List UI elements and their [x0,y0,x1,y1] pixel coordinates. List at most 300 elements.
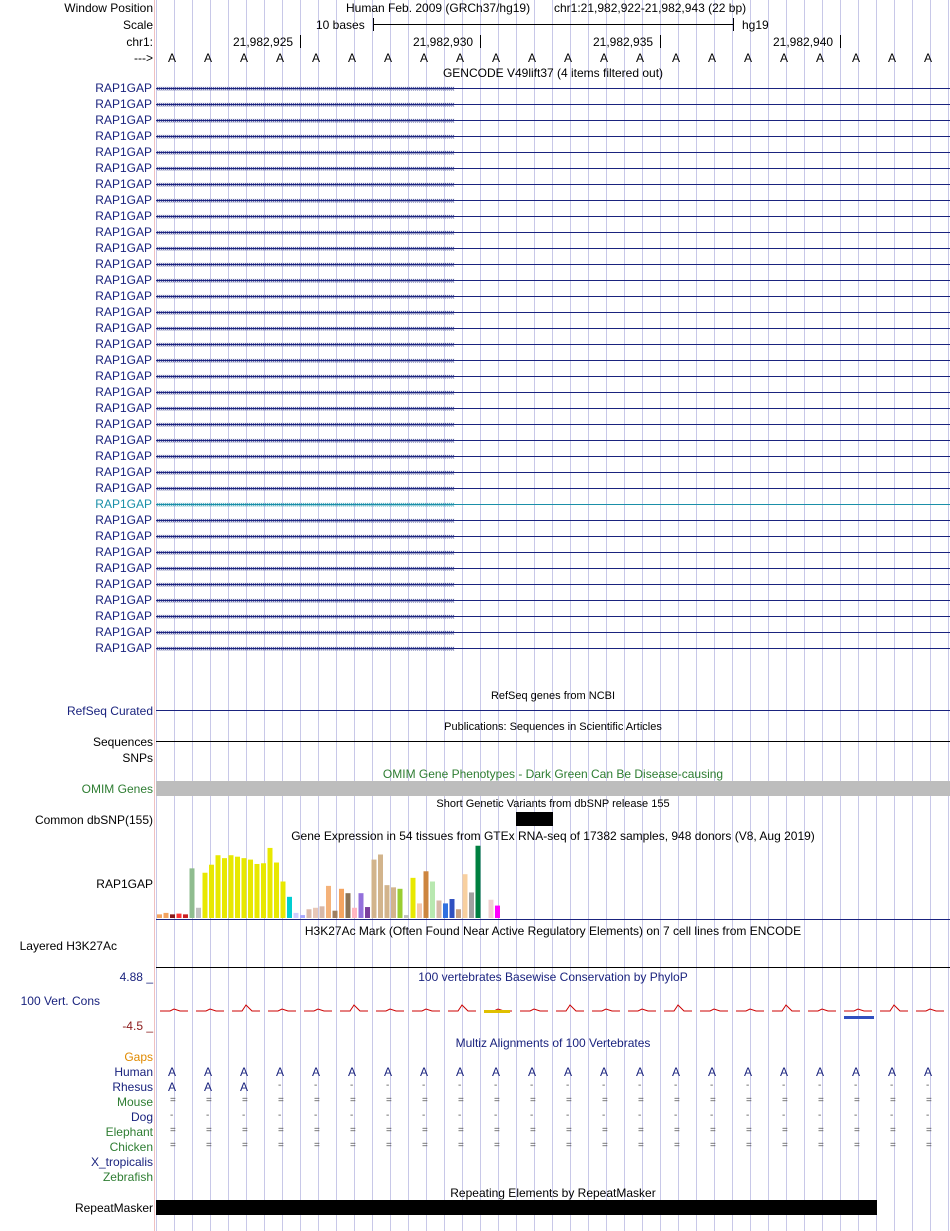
gencode-transcript-row[interactable] [0,624,950,640]
multiz-base: = [890,1140,896,1151]
ruler-tick-label: 21,982,930 [413,35,474,49]
multiz-base: - [422,1110,426,1121]
gencode-transcript-row[interactable] [0,464,950,480]
multiz-base: - [890,1110,894,1121]
multiz-base: A [276,1065,285,1079]
gencode-transcript-row[interactable] [0,448,950,464]
gtex-tissue-bar [372,860,377,918]
multiz-base: - [638,1110,642,1121]
multiz-base: A [420,1065,429,1079]
gtex-tissue-bar [242,858,247,918]
scale-bar-right-cap [733,18,734,31]
gencode-transcript-label[interactable]: RAP1GAP [95,209,152,223]
gencode-transcript-row[interactable] [0,336,950,352]
multiz-base: - [350,1110,354,1121]
multiz-base: A [744,1065,753,1079]
strand-arrows: ‹‹‹‹‹‹‹‹‹‹‹‹‹‹‹‹‹‹‹‹‹‹‹‹‹‹‹‹‹‹‹‹‹‹‹‹‹‹‹‹‹‹‹‹‹‹‹‹‹‹‹‹‹‹‹‹‹‹‹‹‹‹‹‹‹‹‹‹‹‹‹‹‹‹‹‹‹‹‹‹‹‹‹‹‹‹‹‹‹‹‹‹‹‹‹‹‹‹‹‹‹‹‹‹‹‹‹‹‹‹‹‹‹‹‹‹‹‹‹‹‹‹‹‹‹‹‹‹‹‹‹‹‹‹‹‹‹‹‹‹‹‹‹‹‹‹‹‹‹ [156,83,454,93]
pubs-title[interactable]: Publications: Sequences in Scientific Articles [444,721,662,733]
h3k27ac-title[interactable]: H3K27Ac Mark (Often Found Near Active Regulatory Elements) on 7 cell lines from ENCODE [304,924,802,938]
multiz-base: = [638,1125,644,1136]
sequence-base: A [528,51,537,65]
gtex-tissue-bar [404,915,409,918]
gtex-tissue-bar [359,893,364,918]
multiz-base: - [458,1080,462,1091]
gencode-transcript-row[interactable] [0,512,950,528]
gtex-tissue-bar [196,908,201,918]
multiz-base: - [278,1080,282,1091]
refseq-title[interactable]: RefSeq genes from NCBI [490,690,616,702]
multiz-base: - [890,1080,894,1091]
multiz-base: A [564,1065,573,1079]
multiz-base: = [890,1125,896,1136]
sequences-line[interactable] [156,741,950,742]
sequences-label[interactable]: Sequences [92,735,153,749]
gencode-transcript-row[interactable] [0,288,950,304]
multiz-base: = [782,1095,788,1106]
position-text: chr1:21,982,922-21,982,943 (22 bp) [554,1,747,15]
gencode-transcript-label[interactable]: RAP1GAP [95,321,152,335]
gencode-transcript-row[interactable] [0,592,950,608]
multiz-base: = [638,1140,644,1151]
gencode-transcript-row[interactable] [0,400,950,416]
gencode-transcript-label[interactable]: RAP1GAP [95,625,152,639]
phylop-peak [520,1009,548,1011]
gencode-transcript-row[interactable] [0,560,950,576]
refseq-label[interactable]: RefSeq Curated [66,704,153,718]
assembly-text: Human Feb. 2009 (GRCh37/hg19) [346,1,531,15]
multiz-base: = [602,1125,608,1136]
gencode-transcript-row[interactable] [0,240,950,256]
gencode-transcript-row[interactable] [0,640,950,656]
gencode-transcript-label[interactable]: RAP1GAP [95,401,152,415]
gencode-transcript-row[interactable] [0,144,950,160]
multiz-species-label[interactable]: Human [114,1065,153,1079]
phylop-peak [448,1005,476,1011]
multiz-base: = [710,1125,716,1136]
gtex-tissue-bar [417,903,422,918]
sequence-base: A [636,51,645,65]
multiz-species-label[interactable]: Dog [130,1110,153,1124]
gencode-transcript-label[interactable]: RAP1GAP [95,193,152,207]
multiz-base: - [530,1110,534,1121]
strand-arrows: ‹‹‹‹‹‹‹‹‹‹‹‹‹‹‹‹‹‹‹‹‹‹‹‹‹‹‹‹‹‹‹‹‹‹‹‹‹‹‹‹‹‹‹‹‹‹‹‹‹‹‹‹‹‹‹‹‹‹‹‹‹‹‹‹‹‹‹‹‹‹‹‹‹‹‹‹‹‹‹‹‹‹‹‹‹‹‹‹‹‹‹‹‹‹‹‹‹‹‹‹‹‹‹‹‹‹‹‹‹‹‹‹‹‹‹‹‹‹‹‹‹‹‹‹‹‹‹‹‹‹‹‹‹‹‹‹‹‹‹‹‹‹‹‹‹‹‹‹‹ [156,643,454,653]
gtex-tissue-bar [411,878,416,918]
gencode-transcript-row[interactable] [0,352,950,368]
phylop-peak [664,1005,692,1011]
gtex-tissue-bar [391,887,396,918]
strand-arrows: ‹‹‹‹‹‹‹‹‹‹‹‹‹‹‹‹‹‹‹‹‹‹‹‹‹‹‹‹‹‹‹‹‹‹‹‹‹‹‹‹‹‹‹‹‹‹‹‹‹‹‹‹‹‹‹‹‹‹‹‹‹‹‹‹‹‹‹‹‹‹‹‹‹‹‹‹‹‹‹‹‹‹‹‹‹‹‹‹‹‹‹‹‹‹‹‹‹‹‹‹‹‹‹‹‹‹‹‹‹‹‹‹‹‹‹‹‹‹‹‹‹‹‹‹‹‹‹‹‹‹‹‹‹‹‹‹‹‹‹‹‹‹‹‹‹‹‹‹‹ [156,403,454,413]
multiz-base: = [926,1095,932,1106]
multiz-base: - [458,1110,462,1121]
dbsnp-variant[interactable] [516,812,553,826]
gtex-tissue-bar [300,915,305,918]
gtex-tissue-bar [170,914,175,918]
gencode-transcript-label[interactable]: RAP1GAP [95,449,152,463]
strand-arrows: ‹‹‹‹‹‹‹‹‹‹‹‹‹‹‹‹‹‹‹‹‹‹‹‹‹‹‹‹‹‹‹‹‹‹‹‹‹‹‹‹‹‹‹‹‹‹‹‹‹‹‹‹‹‹‹‹‹‹‹‹‹‹‹‹‹‹‹‹‹‹‹‹‹‹‹‹‹‹‹‹‹‹‹‹‹‹‹‹‹‹‹‹‹‹‹‹‹‹‹‹‹‹‹‹‹‹‹‹‹‹‹‹‹‹‹‹‹‹‹‹‹‹‹‹‹‹‹‹‹‹‹‹‹‹‹‹‹‹‹‹‹‹‹‹‹‹‹‹‹ [156,563,454,573]
omim-title[interactable]: OMIM Gene Phenotypes - Dark Green Can Be Disease-causing [382,767,724,781]
gencode-transcript-label[interactable]: RAP1GAP [95,369,152,383]
multiz-base: A [204,1065,213,1079]
phylop-peak [556,1005,584,1011]
multiz-base: = [242,1140,248,1151]
multiz-base: A [492,1065,501,1079]
multiz-base: - [926,1080,930,1091]
db-label: hg19 [742,18,769,32]
multiz-base: - [206,1110,210,1121]
gtex-tissue-bar [274,863,279,918]
multiz-base: = [350,1125,356,1136]
multiz-base: = [926,1140,932,1151]
strand-arrows: ‹‹‹‹‹‹‹‹‹‹‹‹‹‹‹‹‹‹‹‹‹‹‹‹‹‹‹‹‹‹‹‹‹‹‹‹‹‹‹‹‹‹‹‹‹‹‹‹‹‹‹‹‹‹‹‹‹‹‹‹‹‹‹‹‹‹‹‹‹‹‹‹‹‹‹‹‹‹‹‹‹‹‹‹‹‹‹‹‹‹‹‹‹‹‹‹‹‹‹‹‹‹‹‹‹‹‹‹‹‹‹‹‹‹‹‹‹‹‹‹‹‹‹‹‹‹‹‹‹‹‹‹‹‹‹‹‹‹‹‹‹‹‹‹‹‹‹‹‹ [156,419,454,429]
strand-arrows: ‹‹‹‹‹‹‹‹‹‹‹‹‹‹‹‹‹‹‹‹‹‹‹‹‹‹‹‹‹‹‹‹‹‹‹‹‹‹‹‹‹‹‹‹‹‹‹‹‹‹‹‹‹‹‹‹‹‹‹‹‹‹‹‹‹‹‹‹‹‹‹‹‹‹‹‹‹‹‹‹‹‹‹‹‹‹‹‹‹‹‹‹‹‹‹‹‹‹‹‹‹‹‹‹‹‹‹‹‹‹‹‹‹‹‹‹‹‹‹‹‹‹‹‹‹‹‹‹‹‹‹‹‹‹‹‹‹‹‹‹‹‹‹‹‹‹‹‹‹ [156,115,454,125]
gaps-label[interactable]: Gaps [124,1050,153,1064]
multiz-base: = [314,1140,320,1151]
multiz-species-label[interactable]: Rhesus [112,1080,153,1094]
gtex-tissue-bar [495,906,500,918]
sequence-base: A [420,51,429,65]
sequence-base: A [312,51,321,65]
gencode-transcript-row[interactable] [0,80,950,96]
gencode-transcript-label[interactable]: RAP1GAP [95,385,152,399]
multiz-base: = [386,1095,392,1106]
strand-arrows: ‹‹‹‹‹‹‹‹‹‹‹‹‹‹‹‹‹‹‹‹‹‹‹‹‹‹‹‹‹‹‹‹‹‹‹‹‹‹‹‹‹‹‹‹‹‹‹‹‹‹‹‹‹‹‹‹‹‹‹‹‹‹‹‹‹‹‹‹‹‹‹‹‹‹‹‹‹‹‹‹‹‹‹‹‹‹‹‹‹‹‹‹‹‹‹‹‹‹‹‹‹‹‹‹‹‹‹‹‹‹‹‹‹‹‹‹‹‹‹‹‹‹‹‹‹‹‹‹‹‹‹‹‹‹‹‹‹‹‹‹‹‹‹‹‹‹‹‹‹ [156,259,454,269]
multiz-base: = [854,1125,860,1136]
phylop-peak [736,1009,764,1011]
strand-arrows: ‹‹‹‹‹‹‹‹‹‹‹‹‹‹‹‹‹‹‹‹‹‹‹‹‹‹‹‹‹‹‹‹‹‹‹‹‹‹‹‹‹‹‹‹‹‹‹‹‹‹‹‹‹‹‹‹‹‹‹‹‹‹‹‹‹‹‹‹‹‹‹‹‹‹‹‹‹‹‹‹‹‹‹‹‹‹‹‹‹‹‹‹‹‹‹‹‹‹‹‹‹‹‹‹‹‹‹‹‹‹‹‹‹‹‹‹‹‹‹‹‹‹‹‹‹‹‹‹‹‹‹‹‹‹‹‹‹‹‹‹‹‹‹‹‹‹‹‹‹ [156,211,454,221]
multiz-base: = [458,1140,464,1151]
gtex-tissue-bar [229,855,234,918]
multiz-base: = [458,1125,464,1136]
ruler-tick-label: 21,982,940 [773,35,834,49]
phylop-peak [628,1009,656,1011]
multiz-base: - [674,1080,678,1091]
multiz-base: A [852,1065,861,1079]
omim-gene-bar[interactable] [156,781,950,796]
gtex-tissue-bar [456,909,461,918]
gencode-transcript-row[interactable] [0,96,950,112]
multiz-base: = [566,1095,572,1106]
phylop-wiggle[interactable] [156,1000,950,1024]
strand-arrows: ‹‹‹‹‹‹‹‹‹‹‹‹‹‹‹‹‹‹‹‹‹‹‹‹‹‹‹‹‹‹‹‹‹‹‹‹‹‹‹‹‹‹‹‹‹‹‹‹‹‹‹‹‹‹‹‹‹‹‹‹‹‹‹‹‹‹‹‹‹‹‹‹‹‹‹‹‹‹‹‹‹‹‹‹‹‹‹‹‹‹‹‹‹‹‹‹‹‹‹‹‹‹‹‹‹‹‹‹‹‹‹‹‹‹‹‹‹‹‹‹‹‹‹‹‹‹‹‹‹‹‹‹‹‹‹‹‹‹‹‹‹‹‹‹‹‹‹‹‹ [156,339,454,349]
multiz-species-label[interactable]: X_tropicalis [90,1155,153,1169]
gtex-label[interactable]: RAP1GAP [96,877,153,891]
gencode-transcript-label[interactable]: RAP1GAP [95,513,152,527]
multiz-base: = [278,1095,284,1106]
multiz-base: = [422,1125,428,1136]
multiz-base: = [818,1140,824,1151]
multiz-base: = [566,1140,572,1151]
gencode-transcript-label[interactable]: RAP1GAP [95,289,152,303]
gtex-tissue-bar [326,886,331,918]
multiz-base: = [530,1095,536,1106]
gencode-transcript-row[interactable] [0,544,950,560]
multiz-base: - [530,1080,534,1091]
gencode-transcript-row[interactable] [0,160,950,176]
multiz-base: - [242,1110,246,1121]
multiz-base: = [242,1125,248,1136]
gencode-transcript-label[interactable]: RAP1GAP [95,545,152,559]
gencode-transcript-row[interactable] [0,112,950,128]
multiz-base: = [674,1125,680,1136]
gencode-transcript-label[interactable]: RAP1GAP [95,353,152,367]
phylop-max: 4.88 _ [119,970,153,984]
sequence-base: A [204,51,213,65]
gencode-transcript-label[interactable]: RAP1GAP [95,241,152,255]
phylop-peak [340,1005,368,1011]
gencode-transcript-label[interactable]: RAP1GAP [95,113,152,127]
repeat-title[interactable]: Repeating Elements by RepeatMasker [450,1186,656,1200]
gtex-tissue-bar [476,846,481,918]
gencode-transcript-row[interactable] [0,208,950,224]
gtex-tissue-bar [378,854,383,918]
gencode-transcript-label[interactable]: RAP1GAP [95,273,152,287]
dbsnp-label[interactable]: Common dbSNP(155) [34,813,153,827]
strand-arrows: ‹‹‹‹‹‹‹‹‹‹‹‹‹‹‹‹‹‹‹‹‹‹‹‹‹‹‹‹‹‹‹‹‹‹‹‹‹‹‹‹‹‹‹‹‹‹‹‹‹‹‹‹‹‹‹‹‹‹‹‹‹‹‹‹‹‹‹‹‹‹‹‹‹‹‹‹‹‹‹‹‹‹‹‹‹‹‹‹‹‹‹‹‹‹‹‹‹‹‹‹‹‹‹‹‹‹‹‹‹‹‹‹‹‹‹‹‹‹‹‹‹‹‹‹‹‹‹‹‹‹‹‹‹‹‹‹‹‹‹‹‹‹‹‹‹‹‹‹‹ [156,467,454,477]
gencode-transcript-label[interactable]: RAP1GAP [95,417,152,431]
multiz-base: A [348,1065,357,1079]
multiz-base: = [494,1095,500,1106]
multiz-species-label[interactable]: Zebrafish [102,1170,153,1184]
strand-arrows: ‹‹‹‹‹‹‹‹‹‹‹‹‹‹‹‹‹‹‹‹‹‹‹‹‹‹‹‹‹‹‹‹‹‹‹‹‹‹‹‹‹‹‹‹‹‹‹‹‹‹‹‹‹‹‹‹‹‹‹‹‹‹‹‹‹‹‹‹‹‹‹‹‹‹‹‹‹‹‹‹‹‹‹‹‹‹‹‹‹‹‹‹‹‹‹‹‹‹‹‹‹‹‹‹‹‹‹‹‹‹‹‹‹‹‹‹‹‹‹‹‹‹‹‹‹‹‹‹‹‹‹‹‹‹‹‹‹‹‹‹‹‹‹‹‹‹‹‹‹ [156,195,454,205]
phylop-peak [916,1009,944,1011]
multiz-species-label[interactable]: Elephant [105,1125,153,1139]
multiz-base: = [890,1095,896,1106]
dbsnp-title[interactable]: Short Genetic Variants from dbSNP release 155 [436,798,670,810]
multiz-base: A [708,1065,717,1079]
gencode-transcript-label[interactable]: RAP1GAP [95,593,152,607]
gtex-tissue-bar [313,908,318,918]
sequence-base: A [924,51,933,65]
multiz-base: = [782,1125,788,1136]
gencode-transcript-row[interactable] [0,480,950,496]
gencode-transcript-row[interactable] [0,192,950,208]
multiz-base: = [170,1140,176,1151]
multiz-base: = [170,1095,176,1106]
gtex-tissue-bar [294,913,299,918]
multiz-base: - [494,1080,498,1091]
strand-arrows: ‹‹‹‹‹‹‹‹‹‹‹‹‹‹‹‹‹‹‹‹‹‹‹‹‹‹‹‹‹‹‹‹‹‹‹‹‹‹‹‹‹‹‹‹‹‹‹‹‹‹‹‹‹‹‹‹‹‹‹‹‹‹‹‹‹‹‹‹‹‹‹‹‹‹‹‹‹‹‹‹‹‹‹‹‹‹‹‹‹‹‹‹‹‹‹‹‹‹‹‹‹‹‹‹‹‹‹‹‹‹‹‹‹‹‹‹‹‹‹‹‹‹‹‹‹‹‹‹‹‹‹‹‹‹‹‹‹‹‹‹‹‹‹‹‹‹‹‹‹ [156,579,454,589]
multiz-species-label[interactable]: Mouse [116,1095,153,1109]
multiz-base: A [888,1065,897,1079]
gtex-tissue-bar [463,874,468,918]
strand-arrows: ‹‹‹‹‹‹‹‹‹‹‹‹‹‹‹‹‹‹‹‹‹‹‹‹‹‹‹‹‹‹‹‹‹‹‹‹‹‹‹‹‹‹‹‹‹‹‹‹‹‹‹‹‹‹‹‹‹‹‹‹‹‹‹‹‹‹‹‹‹‹‹‹‹‹‹‹‹‹‹‹‹‹‹‹‹‹‹‹‹‹‹‹‹‹‹‹‹‹‹‹‹‹‹‹‹‹‹‹‹‹‹‹‹‹‹‹‹‹‹‹‹‹‹‹‹‹‹‹‹‹‹‹‹‹‹‹‹‹‹‹‹‹‹‹‹‹‹‹‹ [156,499,454,509]
strand-arrows: ‹‹‹‹‹‹‹‹‹‹‹‹‹‹‹‹‹‹‹‹‹‹‹‹‹‹‹‹‹‹‹‹‹‹‹‹‹‹‹‹‹‹‹‹‹‹‹‹‹‹‹‹‹‹‹‹‹‹‹‹‹‹‹‹‹‹‹‹‹‹‹‹‹‹‹‹‹‹‹‹‹‹‹‹‹‹‹‹‹‹‹‹‹‹‹‹‹‹‹‹‹‹‹‹‹‹‹‹‹‹‹‹‹‹‹‹‹‹‹‹‹‹‹‹‹‹‹‹‹‹‹‹‹‹‹‹‹‹‹‹‹‹‹‹‹‹‹‹‹ [156,483,454,493]
multiz-base: A [168,1080,177,1094]
gencode-transcript-label[interactable]: RAP1GAP [95,561,152,575]
gtex-tissue-bar [235,857,240,918]
strand-arrows: ‹‹‹‹‹‹‹‹‹‹‹‹‹‹‹‹‹‹‹‹‹‹‹‹‹‹‹‹‹‹‹‹‹‹‹‹‹‹‹‹‹‹‹‹‹‹‹‹‹‹‹‹‹‹‹‹‹‹‹‹‹‹‹‹‹‹‹‹‹‹‹‹‹‹‹‹‹‹‹‹‹‹‹‹‹‹‹‹‹‹‹‹‹‹‹‹‹‹‹‹‹‹‹‹‹‹‹‹‹‹‹‹‹‹‹‹‹‹‹‹‹‹‹‹‹‹‹‹‹‹‹‹‹‹‹‹‹‹‹‹‹‹‹‹‹‹‹‹‹ [156,627,454,637]
sequence-base: A [780,51,789,65]
strand-arrows: ‹‹‹‹‹‹‹‹‹‹‹‹‹‹‹‹‹‹‹‹‹‹‹‹‹‹‹‹‹‹‹‹‹‹‹‹‹‹‹‹‹‹‹‹‹‹‹‹‹‹‹‹‹‹‹‹‹‹‹‹‹‹‹‹‹‹‹‹‹‹‹‹‹‹‹‹‹‹‹‹‹‹‹‹‹‹‹‹‹‹‹‹‹‹‹‹‹‹‹‹‹‹‹‹‹‹‹‹‹‹‹‹‹‹‹‹‹‹‹‹‹‹‹‹‹‹‹‹‹‹‹‹‹‹‹‹‹‹‹‹‹‹‹‹‹‹‹‹‹ [156,131,454,141]
scale-bar-left-cap [373,18,374,31]
gtex-tissue-bar [489,900,494,918]
gtex-tissue-bar [365,907,370,918]
gencode-transcript-label[interactable]: RAP1GAP [95,225,152,239]
multiz-base: = [530,1140,536,1151]
strand-arrows: ‹‹‹‹‹‹‹‹‹‹‹‹‹‹‹‹‹‹‹‹‹‹‹‹‹‹‹‹‹‹‹‹‹‹‹‹‹‹‹‹‹‹‹‹‹‹‹‹‹‹‹‹‹‹‹‹‹‹‹‹‹‹‹‹‹‹‹‹‹‹‹‹‹‹‹‹‹‹‹‹‹‹‹‹‹‹‹‹‹‹‹‹‹‹‹‹‹‹‹‹‹‹‹‹‹‹‹‹‹‹‹‹‹‹‹‹‹‹‹‹‹‹‹‹‹‹‹‹‹‹‹‹‹‹‹‹‹‹‹‹‹‹‹‹‹‹‹‹‹ [156,99,454,109]
gencode-transcript-row[interactable] [0,304,950,320]
phylop-peak [304,1009,332,1011]
omim-label[interactable]: OMIM Genes [81,782,153,796]
phylop-peak [268,1009,296,1011]
multiz-base: - [926,1110,930,1121]
gtex-title[interactable]: Gene Expression in 54 tissues from GTEx RNA-seq of 17382 samples, 948 donors (V8, Aug 2019) [291,829,815,843]
gencode-transcript-label[interactable]: RAP1GAP [95,529,152,543]
sequence-base: A [384,51,393,65]
strand-arrows: ‹‹‹‹‹‹‹‹‹‹‹‹‹‹‹‹‹‹‹‹‹‹‹‹‹‹‹‹‹‹‹‹‹‹‹‹‹‹‹‹‹‹‹‹‹‹‹‹‹‹‹‹‹‹‹‹‹‹‹‹‹‹‹‹‹‹‹‹‹‹‹‹‹‹‹‹‹‹‹‹‹‹‹‹‹‹‹‹‹‹‹‹‹‹‹‹‹‹‹‹‹‹‹‹‹‹‹‹‹‹‹‹‹‹‹‹‹‹‹‹‹‹‹‹‹‹‹‹‹‹‹‹‹‹‹‹‹‹‹‹‹‹‹‹‹‹‹‹‹ [156,451,454,461]
refseq-line[interactable] [156,710,950,711]
multiz-base: - [746,1080,750,1091]
phylop-label[interactable]: 100 Vert. Cons [20,994,100,1008]
gencode-transcript-label[interactable]: RAP1GAP [95,337,152,351]
gencode-transcript-label[interactable]: RAP1GAP [95,257,152,271]
gencode-transcript-row[interactable] [0,528,950,544]
multiz-base: A [528,1065,537,1079]
gencode-transcript-label[interactable]: RAP1GAP [95,641,152,655]
ruler-tick [480,35,481,48]
gencode-transcript-label[interactable]: RAP1GAP [95,145,152,159]
repeat-label[interactable]: RepeatMasker [74,1201,153,1215]
multiz-base: - [854,1080,858,1091]
ruler-tick-label: 21,982,935 [593,35,654,49]
sequence-base: A [744,51,753,65]
strand-arrows: ‹‹‹‹‹‹‹‹‹‹‹‹‹‹‹‹‹‹‹‹‹‹‹‹‹‹‹‹‹‹‹‹‹‹‹‹‹‹‹‹‹‹‹‹‹‹‹‹‹‹‹‹‹‹‹‹‹‹‹‹‹‹‹‹‹‹‹‹‹‹‹‹‹‹‹‹‹‹‹‹‹‹‹‹‹‹‹‹‹‹‹‹‹‹‹‹‹‹‹‹‹‹‹‹‹‹‹‹‹‹‹‹‹‹‹‹‹‹‹‹‹‹‹‹‹‹‹‹‹‹‹‹‹‹‹‹‹‹‹‹‹‹‹‹‹‹‹‹‹ [156,291,454,301]
gencode-transcript-row[interactable] [0,176,950,192]
gencode-transcript-row[interactable] [0,576,950,592]
gencode-transcript-row[interactable] [0,416,950,432]
gencode-transcript-row[interactable] [0,432,950,448]
multiz-base: = [386,1140,392,1151]
gencode-transcript-label[interactable]: RAP1GAP [95,465,152,479]
gencode-transcript-label[interactable]: RAP1GAP [95,97,152,111]
multiz-base: = [746,1125,752,1136]
multiz-base: = [278,1125,284,1136]
gencode-transcript-label[interactable]: RAP1GAP [95,129,152,143]
gencode-transcript-row[interactable] [0,320,950,336]
strand-arrows: ‹‹‹‹‹‹‹‹‹‹‹‹‹‹‹‹‹‹‹‹‹‹‹‹‹‹‹‹‹‹‹‹‹‹‹‹‹‹‹‹‹‹‹‹‹‹‹‹‹‹‹‹‹‹‹‹‹‹‹‹‹‹‹‹‹‹‹‹‹‹‹‹‹‹‹‹‹‹‹‹‹‹‹‹‹‹‹‹‹‹‹‹‹‹‹‹‹‹‹‹‹‹‹‹‹‹‹‹‹‹‹‹‹‹‹‹‹‹‹‹‹‹‹‹‹‹‹‹‹‹‹‹‹‹‹‹‹‹‹‹‹‹‹‹‹‹‹‹‹ [156,531,454,541]
multiz-base: = [674,1140,680,1151]
gencode-transcript-label[interactable]: RAP1GAP [95,481,152,495]
multiz-base: - [278,1110,282,1121]
gencode-transcript-label[interactable]: RAP1GAP [95,609,152,623]
gencode-transcript-row[interactable] [0,224,950,240]
gencode-transcript-label[interactable]: RAP1GAP [95,177,152,191]
multiz-base: = [242,1095,248,1106]
gencode-transcript-label[interactable]: RAP1GAP [95,433,152,447]
gencode-transcript-row[interactable] [0,384,950,400]
gencode-transcript-row[interactable] [0,368,950,384]
sequence-base: A [564,51,573,65]
gtex-bar-chart[interactable] [156,845,950,921]
gencode-transcript-row[interactable] [0,272,950,288]
ruler-tick-label: 21,982,925 [233,35,294,49]
gencode-transcript-label[interactable]: RAP1GAP [95,577,152,591]
h3k27ac-label[interactable]: Layered H3K27Ac [19,939,117,953]
gtex-tissue-bar [307,909,312,918]
multiz-base: = [674,1095,680,1106]
ruler-tick [840,35,841,48]
gtex-tissue-bar [385,885,390,918]
gencode-transcript-row[interactable] [0,608,950,624]
multiz-base: - [854,1110,858,1121]
multiz-base: - [494,1110,498,1121]
gtex-tissue-bar [164,913,169,918]
strand-arrows: ‹‹‹‹‹‹‹‹‹‹‹‹‹‹‹‹‹‹‹‹‹‹‹‹‹‹‹‹‹‹‹‹‹‹‹‹‹‹‹‹‹‹‹‹‹‹‹‹‹‹‹‹‹‹‹‹‹‹‹‹‹‹‹‹‹‹‹‹‹‹‹‹‹‹‹‹‹‹‹‹‹‹‹‹‹‹‹‹‹‹‹‹‹‹‹‹‹‹‹‹‹‹‹‹‹‹‹‹‹‹‹‹‹‹‹‹‹‹‹‹‹‹‹‹‹‹‹‹‹‹‹‹‹‹‹‹‹‹‹‹‹‹‹‹‹‹‹‹‹ [156,323,454,333]
phylop-title[interactable]: 100 vertebrates Basewise Conservation by PhyloP [418,970,688,984]
phylop-peak [376,1009,404,1011]
strand-arrows: ‹‹‹‹‹‹‹‹‹‹‹‹‹‹‹‹‹‹‹‹‹‹‹‹‹‹‹‹‹‹‹‹‹‹‹‹‹‹‹‹‹‹‹‹‹‹‹‹‹‹‹‹‹‹‹‹‹‹‹‹‹‹‹‹‹‹‹‹‹‹‹‹‹‹‹‹‹‹‹‹‹‹‹‹‹‹‹‹‹‹‹‹‹‹‹‹‹‹‹‹‹‹‹‹‹‹‹‹‹‹‹‹‹‹‹‹‹‹‹‹‹‹‹‹‹‹‹‹‹‹‹‹‹‹‹‹‹‹‹‹‹‹‹‹‹‹‹‹‹ [156,515,454,525]
multiz-base: = [494,1140,500,1151]
snps-label[interactable]: SNPs [122,751,153,765]
multiz-base: = [494,1125,500,1136]
gencode-transcript-row[interactable] [0,256,950,272]
gtex-tissue-bar [222,858,227,918]
gtex-tissue-bar [320,906,325,918]
chrom-label: chr1: [126,35,153,49]
gtex-tissue-bar [255,864,260,918]
strand-arrows: ‹‹‹‹‹‹‹‹‹‹‹‹‹‹‹‹‹‹‹‹‹‹‹‹‹‹‹‹‹‹‹‹‹‹‹‹‹‹‹‹‹‹‹‹‹‹‹‹‹‹‹‹‹‹‹‹‹‹‹‹‹‹‹‹‹‹‹‹‹‹‹‹‹‹‹‹‹‹‹‹‹‹‹‹‹‹‹‹‹‹‹‹‹‹‹‹‹‹‹‹‹‹‹‹‹‹‹‹‹‹‹‹‹‹‹‹‹‹‹‹‹‹‹‹‹‹‹‹‹‹‹‹‹‹‹‹‹‹‹‹‹‹‹‹‹‹‹‹‹ [156,243,454,253]
phylop-min: -4.5 _ [122,1019,153,1033]
multiz-base: = [278,1140,284,1151]
strand-arrows: ‹‹‹‹‹‹‹‹‹‹‹‹‹‹‹‹‹‹‹‹‹‹‹‹‹‹‹‹‹‹‹‹‹‹‹‹‹‹‹‹‹‹‹‹‹‹‹‹‹‹‹‹‹‹‹‹‹‹‹‹‹‹‹‹‹‹‹‹‹‹‹‹‹‹‹‹‹‹‹‹‹‹‹‹‹‹‹‹‹‹‹‹‹‹‹‹‹‹‹‹‹‹‹‹‹‹‹‹‹‹‹‹‹‹‹‹‹‹‹‹‹‹‹‹‹‹‹‹‹‹‹‹‹‹‹‹‹‹‹‹‹‹‹‹‹‹‹‹‹ [156,147,454,157]
multiz-base: - [314,1110,318,1121]
gtex-tissue-bar [333,911,338,918]
phylop-negative-mark [844,1016,874,1019]
gencode-transcript-row[interactable] [0,496,950,512]
gencode-transcript-row[interactable] [0,128,950,144]
phylop-peak [808,1009,836,1011]
multiz-base: - [602,1110,606,1121]
strand-arrows: ‹‹‹‹‹‹‹‹‹‹‹‹‹‹‹‹‹‹‹‹‹‹‹‹‹‹‹‹‹‹‹‹‹‹‹‹‹‹‹‹‹‹‹‹‹‹‹‹‹‹‹‹‹‹‹‹‹‹‹‹‹‹‹‹‹‹‹‹‹‹‹‹‹‹‹‹‹‹‹‹‹‹‹‹‹‹‹‹‹‹‹‹‹‹‹‹‹‹‹‹‹‹‹‹‹‹‹‹‹‹‹‹‹‹‹‹‹‹‹‹‹‹‹‹‹‹‹‹‹‹‹‹‹‹‹‹‹‹‹‹‹‹‹‹‹‹‹‹‹ [156,435,454,445]
multiz-base: A [240,1080,249,1094]
multiz-title[interactable]: Multiz Alignments of 100 Vertebrates [455,1036,651,1050]
multiz-species-label[interactable]: Chicken [109,1140,153,1154]
strand-arrows: ‹‹‹‹‹‹‹‹‹‹‹‹‹‹‹‹‹‹‹‹‹‹‹‹‹‹‹‹‹‹‹‹‹‹‹‹‹‹‹‹‹‹‹‹‹‹‹‹‹‹‹‹‹‹‹‹‹‹‹‹‹‹‹‹‹‹‹‹‹‹‹‹‹‹‹‹‹‹‹‹‹‹‹‹‹‹‹‹‹‹‹‹‹‹‹‹‹‹‹‹‹‹‹‹‹‹‹‹‹‹‹‹‹‹‹‹‹‹‹‹‹‹‹‹‹‹‹‹‹‹‹‹‹‹‹‹‹‹‹‹‹‹‹‹‹‹‹‹‹ [156,371,454,381]
phylop-peak [700,1009,728,1011]
gencode-transcript-label[interactable]: RAP1GAP [95,161,152,175]
multiz-base: = [566,1125,572,1136]
multiz-base: - [674,1110,678,1121]
sequence-base: A [888,51,897,65]
multiz-base: = [818,1095,824,1106]
multiz-base: = [350,1140,356,1151]
strand-arrows: ‹‹‹‹‹‹‹‹‹‹‹‹‹‹‹‹‹‹‹‹‹‹‹‹‹‹‹‹‹‹‹‹‹‹‹‹‹‹‹‹‹‹‹‹‹‹‹‹‹‹‹‹‹‹‹‹‹‹‹‹‹‹‹‹‹‹‹‹‹‹‹‹‹‹‹‹‹‹‹‹‹‹‹‹‹‹‹‹‹‹‹‹‹‹‹‹‹‹‹‹‹‹‹‹‹‹‹‹‹‹‹‹‹‹‹‹‹‹‹‹‹‹‹‹‹‹‹‹‹‹‹‹‹‹‹‹‹‹‹‹‹‹‹‹‹‹‹‹‹ [156,611,454,621]
gencode-title[interactable]: GENCODE V49lift37 (4 items filtered out) [442,66,664,80]
strand-arrows: ‹‹‹‹‹‹‹‹‹‹‹‹‹‹‹‹‹‹‹‹‹‹‹‹‹‹‹‹‹‹‹‹‹‹‹‹‹‹‹‹‹‹‹‹‹‹‹‹‹‹‹‹‹‹‹‹‹‹‹‹‹‹‹‹‹‹‹‹‹‹‹‹‹‹‹‹‹‹‹‹‹‹‹‹‹‹‹‹‹‹‹‹‹‹‹‹‹‹‹‹‹‹‹‹‹‹‹‹‹‹‹‹‹‹‹‹‹‹‹‹‹‹‹‹‹‹‹‹‹‹‹‹‹‹‹‹‹‹‹‹‹‹‹‹‹‹‹‹‹ [156,227,454,237]
multiz-base: - [710,1110,714,1121]
gencode-transcript-label[interactable]: RAP1GAP [95,81,152,95]
multiz-base: = [422,1095,428,1106]
strand-arrows: ‹‹‹‹‹‹‹‹‹‹‹‹‹‹‹‹‹‹‹‹‹‹‹‹‹‹‹‹‹‹‹‹‹‹‹‹‹‹‹‹‹‹‹‹‹‹‹‹‹‹‹‹‹‹‹‹‹‹‹‹‹‹‹‹‹‹‹‹‹‹‹‹‹‹‹‹‹‹‹‹‹‹‹‹‹‹‹‹‹‹‹‹‹‹‹‹‹‹‹‹‹‹‹‹‹‹‹‹‹‹‹‹‹‹‹‹‹‹‹‹‹‹‹‹‹‹‹‹‹‹‹‹‹‹‹‹‹‹‹‹‹‹‹‹‹‹‹‹‹ [156,387,454,397]
multiz-base: - [386,1110,390,1121]
multiz-base: A [168,1065,177,1079]
multiz-base: = [602,1140,608,1151]
multiz-base: A [924,1065,933,1079]
multiz-base: = [206,1125,212,1136]
phylop-neutral-mark [484,1010,510,1013]
multiz-base: - [602,1080,606,1091]
gencode-transcript-label[interactable]: RAP1GAP [95,497,152,511]
strand-arrows: ‹‹‹‹‹‹‹‹‹‹‹‹‹‹‹‹‹‹‹‹‹‹‹‹‹‹‹‹‹‹‹‹‹‹‹‹‹‹‹‹‹‹‹‹‹‹‹‹‹‹‹‹‹‹‹‹‹‹‹‹‹‹‹‹‹‹‹‹‹‹‹‹‹‹‹‹‹‹‹‹‹‹‹‹‹‹‹‹‹‹‹‹‹‹‹‹‹‹‹‹‹‹‹‹‹‹‹‹‹‹‹‹‹‹‹‹‹‹‹‹‹‹‹‹‹‹‹‹‹‹‹‹‹‹‹‹‹‹‹‹‹‹‹‹‹‹‹‹‹ [156,275,454,285]
gtex-tissue-bar [203,873,208,918]
sequence-base: A [492,51,501,65]
multiz-base: = [314,1125,320,1136]
multiz-base: = [782,1140,788,1151]
gencode-transcript-label[interactable]: RAP1GAP [95,305,152,319]
multiz-base: - [818,1110,822,1121]
repeat-element[interactable] [156,1200,877,1215]
multiz-base: = [350,1095,356,1106]
